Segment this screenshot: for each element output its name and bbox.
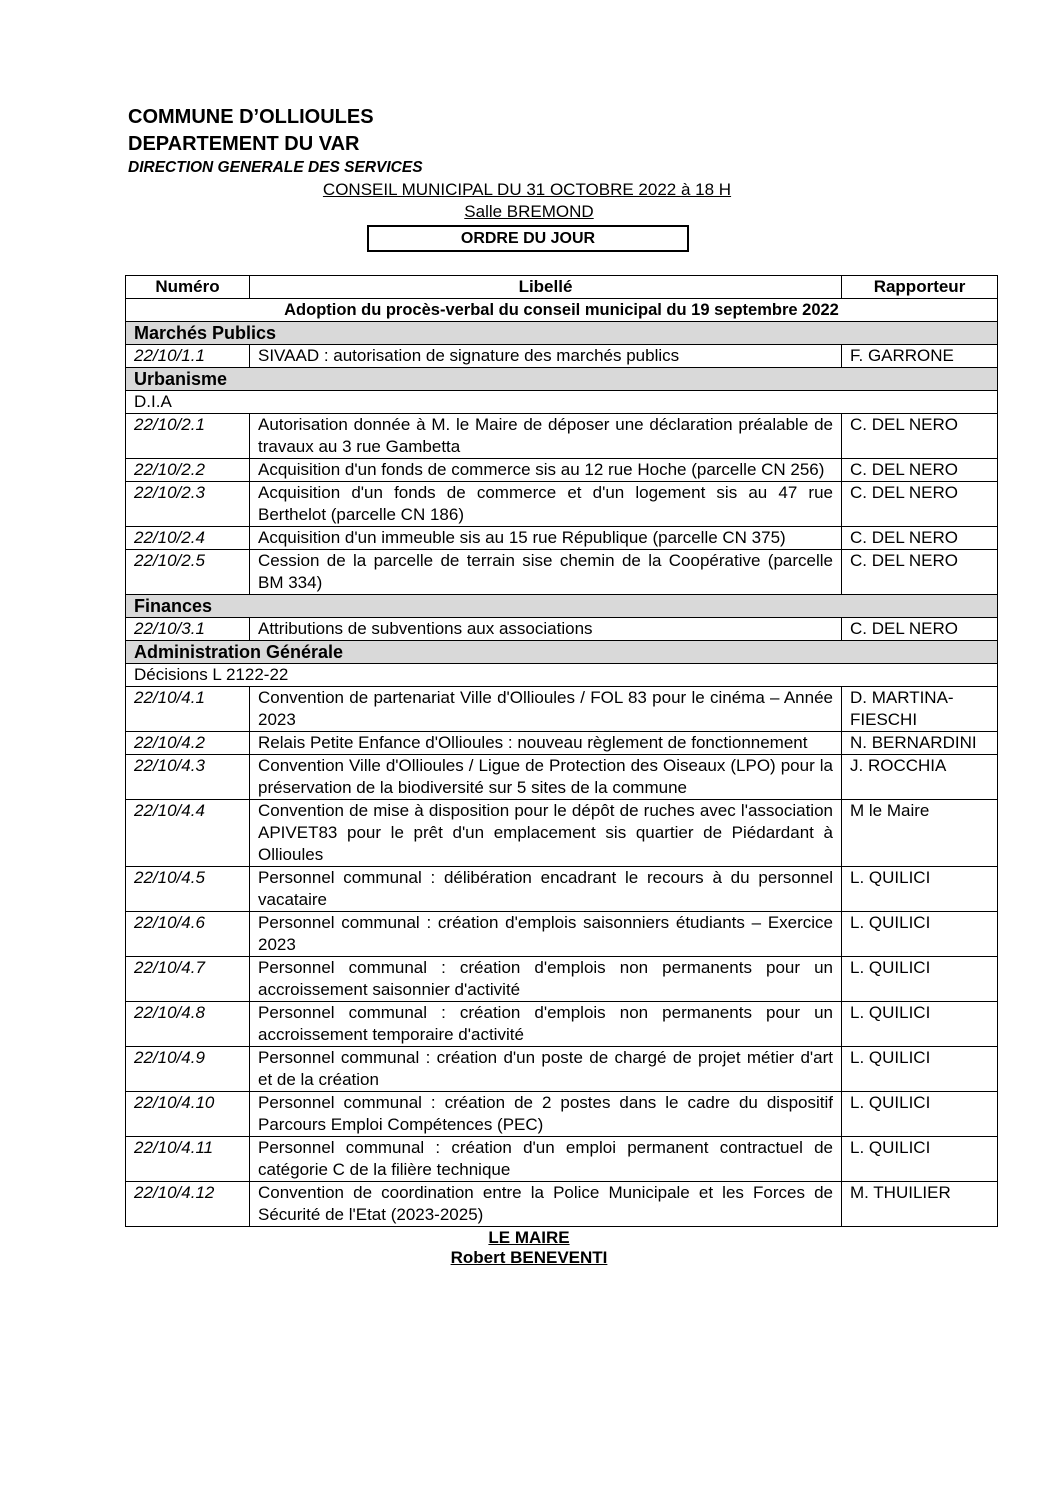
item-number: 22/10/4.8 [126, 1002, 250, 1047]
agenda-item-row [126, 867, 998, 912]
subsection-row [126, 391, 998, 414]
adoption-text: Adoption du procès-verbal du conseil municipal du 19 septembre 2022 [126, 299, 998, 322]
agenda-item-row [126, 1182, 998, 1227]
item-libelle: Convention Ville d'Ollioules / Ligue de Protection des Oiseaux (LPO) pour la préservation de la biodiversité sur 5 sites de la commune [250, 755, 842, 800]
item-rapporteur: N. BERNARDINI [842, 732, 998, 755]
item-libelle: Attributions de subventions aux associations [250, 618, 842, 641]
item-libelle: Relais Petite Enfance d'Ollioules : nouveau règlement de fonctionnement [250, 732, 842, 755]
item-number: 22/10/4.9 [126, 1047, 250, 1092]
subsection-row [126, 664, 998, 687]
item-rapporteur: L. QUILICI [842, 867, 998, 912]
maire-name: Robert BENEVENTI [450, 1248, 608, 1267]
ordre-du-jour-box: ORDRE DU JOUR [367, 225, 689, 252]
section-row [126, 368, 998, 391]
agenda-table [125, 275, 998, 1227]
commune-title: COMMUNE D’OLLIOULES [128, 106, 374, 128]
section-title: Finances [126, 595, 998, 618]
section-title: Administration Générale [126, 641, 998, 664]
item-libelle: Convention de mise à disposition pour le dépôt de ruches avec l'association APIVET83 pour le prêt d'un emplacement sis quartier de Piédardant à Ollioules [250, 800, 842, 867]
agenda-item-row [126, 800, 998, 867]
item-rapporteur: L. QUILICI [842, 1092, 998, 1137]
item-rapporteur: L. QUILICI [842, 1047, 998, 1092]
item-rapporteur: F. GARRONE [842, 345, 998, 368]
item-number: 22/10/2.2 [126, 459, 250, 482]
item-libelle: Personnel communal : création d'emplois saisonniers étudiants – Exercice 2023 [250, 912, 842, 957]
item-number: 22/10/1.1 [126, 345, 250, 368]
agenda-item-row [126, 482, 998, 527]
agenda-item-row [126, 912, 998, 957]
section-title: Urbanisme [126, 368, 998, 391]
agenda-item-row [126, 755, 998, 800]
item-libelle: Convention de coordination entre la Police Municipale et les Forces de Sécurité de l'Etat (2023-2025) [250, 1182, 842, 1227]
direction-subtitle: DIRECTION GENERALE DES SERVICES [128, 159, 423, 176]
item-rapporteur: M. THUILIER [842, 1182, 998, 1227]
item-number: 22/10/4.6 [126, 912, 250, 957]
agenda-item-row [126, 459, 998, 482]
agenda-item-row [126, 1137, 998, 1182]
agenda-item-row [126, 957, 998, 1002]
item-number: 22/10/2.4 [126, 527, 250, 550]
item-libelle: Autorisation donnée à M. le Maire de déposer une déclaration préalable de travaux au 3 rue Gambetta [250, 414, 842, 459]
adoption-row [126, 299, 998, 322]
item-number: 22/10/4.4 [126, 800, 250, 867]
item-number: 22/10/2.3 [126, 482, 250, 527]
item-number: 22/10/4.5 [126, 867, 250, 912]
item-rapporteur: C. DEL NERO [842, 618, 998, 641]
agenda-item-row [126, 1047, 998, 1092]
item-number: 22/10/4.10 [126, 1092, 250, 1137]
agenda-item-row [126, 1002, 998, 1047]
signature-block [0, 1228, 1058, 1268]
agenda-body [126, 299, 998, 1227]
salle-heading: Salle BREMOND [464, 202, 594, 221]
maire-title: LE MAIRE [488, 1228, 570, 1247]
column-header-numero: Numéro [126, 276, 250, 299]
item-rapporteur: M le Maire [842, 800, 998, 867]
column-header-libelle: Libellé [250, 276, 842, 299]
item-rapporteur: C. DEL NERO [842, 482, 998, 527]
item-rapporteur: C. DEL NERO [842, 550, 998, 595]
item-libelle: Cession de la parcelle de terrain sise chemin de la Coopérative (parcelle BM 334) [250, 550, 842, 595]
item-libelle: Personnel communal : création d'un emploi permanent contractuel de catégorie C de la filière technique [250, 1137, 842, 1182]
section-row [126, 641, 998, 664]
item-libelle: Acquisition d'un fonds de commerce sis au 12 rue Hoche (parcelle CN 256) [250, 459, 842, 482]
item-rapporteur: C. DEL NERO [842, 527, 998, 550]
item-libelle: Convention de partenariat Ville d'Ollioules / FOL 83 pour le cinéma – Année 2023 [250, 687, 842, 732]
item-number: 22/10/2.1 [126, 414, 250, 459]
item-libelle: Personnel communal : création d'emplois non permanents pour un accroissement saisonnier d'activité [250, 957, 842, 1002]
agenda-item-row [126, 345, 998, 368]
item-libelle: Acquisition d'un immeuble sis au 15 rue République (parcelle CN 375) [250, 527, 842, 550]
agenda-item-row [126, 527, 998, 550]
agenda-item-row [126, 414, 998, 459]
column-header-rapporteur: Rapporteur [842, 276, 998, 299]
item-rapporteur: L. QUILICI [842, 957, 998, 1002]
item-libelle: SIVAAD : autorisation de signature des marchés publics [250, 345, 842, 368]
item-number: 22/10/4.1 [126, 687, 250, 732]
item-number: 22/10/4.3 [126, 755, 250, 800]
item-number: 22/10/4.7 [126, 957, 250, 1002]
section-title: Marchés Publics [126, 322, 998, 345]
item-rapporteur: L. QUILICI [842, 1137, 998, 1182]
conseil-heading: CONSEIL MUNICIPAL DU 31 OCTOBRE 2022 à 18 H [322, 180, 732, 199]
subsection-title: Décisions L 2122-22 [126, 664, 998, 687]
item-libelle: Acquisition d'un fonds de commerce et d'un logement sis au 47 rue Berthelot (parcelle CN 186) [250, 482, 842, 527]
departement-title: DEPARTEMENT DU VAR [128, 133, 360, 155]
item-rapporteur: L. QUILICI [842, 1002, 998, 1047]
agenda-item-row [126, 687, 998, 732]
item-rapporteur: C. DEL NERO [842, 459, 998, 482]
section-row [126, 322, 998, 345]
subsection-title: D.I.A [126, 391, 998, 414]
item-libelle: Personnel communal : création d'emplois non permanents pour un accroissement temporaire d'activité [250, 1002, 842, 1047]
item-rapporteur: D. MARTINA-FIESCHI [842, 687, 998, 732]
item-number: 22/10/4.11 [126, 1137, 250, 1182]
item-number: 22/10/4.12 [126, 1182, 250, 1227]
item-number: 22/10/3.1 [126, 618, 250, 641]
table-header-row [126, 276, 998, 299]
item-rapporteur: L. QUILICI [842, 912, 998, 957]
agenda-item-row [126, 1092, 998, 1137]
item-rapporteur: C. DEL NERO [842, 414, 998, 459]
agenda-item-row [126, 618, 998, 641]
item-number: 22/10/2.5 [126, 550, 250, 595]
item-libelle: Personnel communal : délibération encadrant le recours à du personnel vacataire [250, 867, 842, 912]
agenda-item-row [126, 732, 998, 755]
item-libelle: Personnel communal : création d'un poste de chargé de projet métier d'art et de la création [250, 1047, 842, 1092]
item-number: 22/10/4.2 [126, 732, 250, 755]
section-row [126, 595, 998, 618]
item-rapporteur: J. ROCCHIA [842, 755, 998, 800]
item-libelle: Personnel communal : création de 2 postes dans le cadre du dispositif Parcours Emploi Compétences (PEC) [250, 1092, 842, 1137]
agenda-item-row [126, 550, 998, 595]
